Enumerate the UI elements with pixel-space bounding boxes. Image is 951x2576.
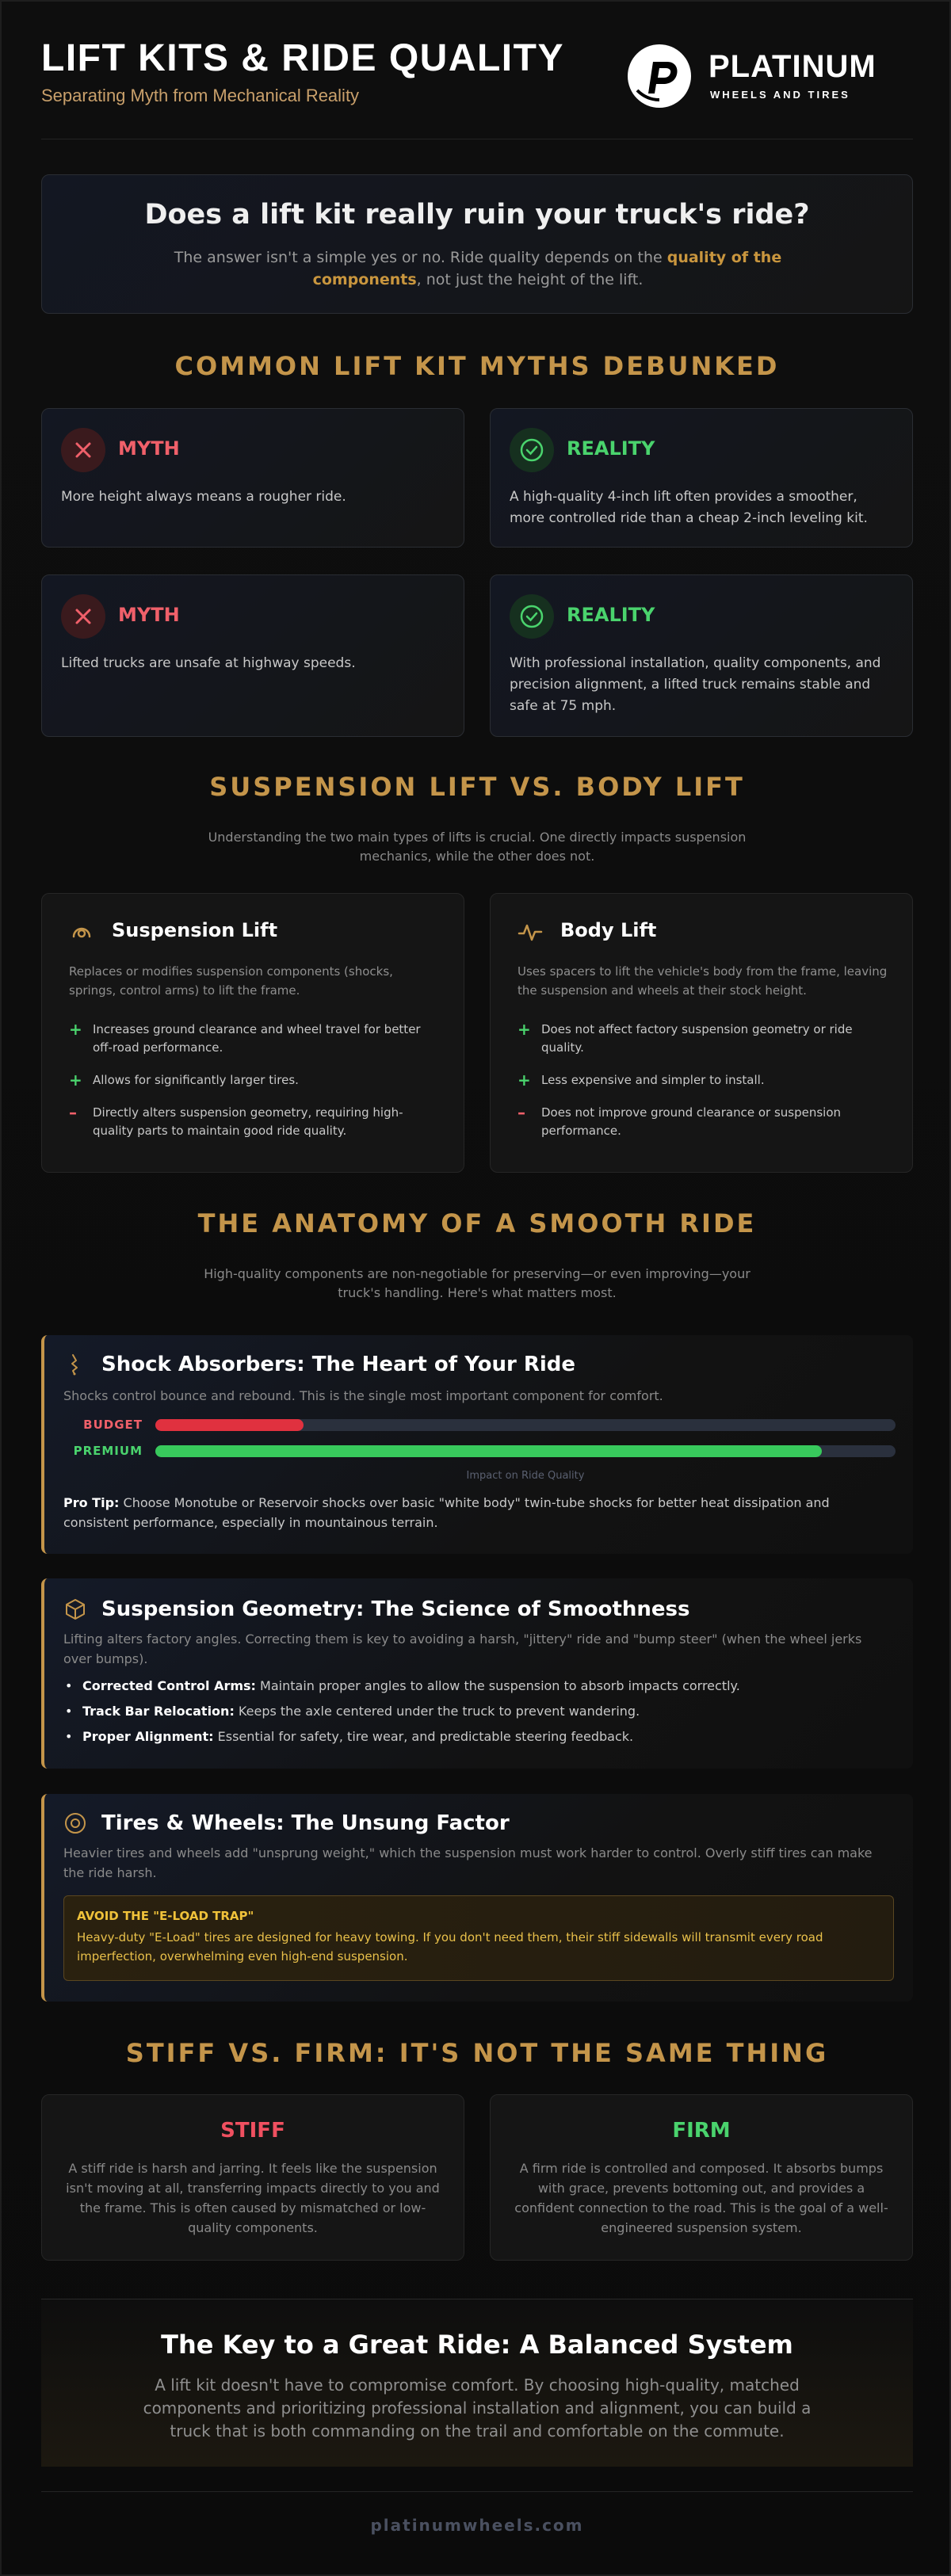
shock-absorbers-card	[41, 1335, 913, 1554]
suspension-geometry-card	[41, 1578, 913, 1769]
point-text: Allows for significantly larger tires.	[93, 1073, 299, 1087]
suspension-lift-points	[69, 1021, 440, 1154]
minus-icon: –	[69, 1103, 77, 1122]
budget-bar-label: BUDGET	[83, 1418, 143, 1432]
intro-text-start: The answer isn't a simple yes or no. Ride quality depends on the	[174, 249, 667, 266]
firm-title: FIRM	[672, 2119, 731, 2143]
list-item	[63, 1727, 894, 1746]
geometry-list	[63, 1677, 894, 1753]
reality-text: With professional installation, quality components, and precision alignment, a lifted truck remains stable and safe at 75 mph.	[510, 655, 881, 714]
warning-text: Heavy-duty "E-Load" tires are designed for heavy towing. If you don't need them, their stiff sidewalls will transmit every road imperfection, overwhelming even high-end suspension.	[77, 1930, 823, 1963]
myth-card-1	[41, 408, 464, 548]
myth-card-2	[41, 574, 464, 737]
body-lift-card	[490, 893, 913, 1173]
lifts-intro: Understanding the two main types of lifts is crucial. One directly impacts suspension mechanics, while the other does not.	[208, 830, 747, 864]
conclusion-title: The Key to a Great Ride: A Balanced System	[161, 2330, 793, 2360]
list-item-text: Maintain proper angles to allow the suspension to absorb impacts correctly.	[255, 1678, 740, 1693]
pro-tip-text: Choose Monotube or Reservoir shocks over basic "white body" twin-tube shocks for better heat dissipation and consistent performance, especially in mountainous terrain.	[63, 1495, 830, 1530]
con-point	[518, 1104, 888, 1140]
intro-text	[153, 246, 803, 291]
point-text: Does not improve ground clearance or suspension performance.	[541, 1105, 842, 1138]
page-subtitle: Separating Myth from Mechanical Reality	[41, 86, 360, 105]
plus-icon: +	[518, 1070, 531, 1090]
premium-bar-label: PREMIUM	[73, 1444, 143, 1458]
plus-icon: +	[69, 1020, 82, 1039]
page-title: LIFT KITS & RIDE QUALITY	[41, 37, 564, 79]
myths-heading: COMMON LIFT KIT MYTHS DEBUNKED	[174, 351, 780, 381]
myth-label: MYTH	[118, 437, 180, 460]
shocks-desc: Shocks control bounce and rebound. This is the single most important component for comfort.	[63, 1388, 663, 1403]
list-item-text: Keeps the axle centered under the truck to prevent wandering.	[234, 1704, 640, 1719]
reality-label: REALITY	[567, 437, 655, 460]
budget-bar-track	[155, 1419, 896, 1431]
footer	[41, 2491, 913, 2535]
anatomy-intro: High-quality components are non-negotiable for preserving—or even improving—your truck's handling. Here's what matters most.	[204, 1266, 750, 1300]
intro-title: Does a lift kit really ruin your truck's ride?	[144, 199, 810, 231]
plus-icon: +	[69, 1070, 82, 1090]
point-text: Does not affect factory suspension geometry or ride quality.	[541, 1022, 853, 1055]
list-item-label: Track Bar Relocation:	[82, 1704, 235, 1719]
stiff-card	[41, 2094, 464, 2261]
check-circle-icon	[510, 428, 554, 472]
minus-icon: –	[518, 1103, 525, 1122]
point-text: Increases ground clearance and wheel travel for better off-road performance.	[93, 1022, 421, 1055]
list-item-label: Proper Alignment:	[82, 1729, 214, 1744]
pro-tip	[63, 1493, 894, 1532]
list-item	[63, 1702, 894, 1721]
firm-card	[490, 2094, 913, 2261]
chart-caption: Impact on Ride Quality	[466, 1470, 585, 1482]
conclusion-text: A lift kit doesn't have to compromise comfort. By choosing high-quality, matched components and prioritizing professional installation and alignment, you can build a truck that is both commanding on the trail and comfortable on the commute.	[143, 2376, 812, 2441]
reality-card-1	[490, 408, 913, 548]
list-item-text: Essential for safety, tire wear, and predictable steering feedback.	[213, 1729, 634, 1744]
reality-card-2	[490, 574, 913, 737]
body-lift-title: Body Lift	[560, 919, 657, 941]
logo-wordmark: PLATINUM	[708, 49, 877, 84]
stiff-firm-heading: STIFF VS. FIRM: IT'S NOT THE SAME THING	[125, 2038, 829, 2068]
suspension-lift-card	[41, 893, 464, 1173]
suspension-icon	[69, 919, 94, 945]
conclusion	[41, 2299, 913, 2467]
geometry-desc: Lifting alters factory angles. Correcting them is key to avoiding a harsh, "jittery" ride and "bump steer" (when the wheel jerks over bumps).	[63, 1631, 862, 1666]
tires-wheels-card	[41, 1794, 913, 2002]
footer-url[interactable]: platinumwheels.com	[370, 2516, 584, 2535]
tires-title: Tires & Wheels: The Unsung Factor	[101, 1811, 510, 1835]
pulse-icon	[518, 919, 543, 945]
intro-text-highlight: quality of the components	[312, 249, 782, 288]
suspension-lift-title: Suspension Lift	[112, 919, 278, 941]
con-point	[69, 1104, 440, 1140]
pro-point	[518, 1021, 888, 1057]
body-lift-desc: Uses spacers to lift the vehicle's body from the frame, leaving the suspension and wheels at their stock height.	[518, 964, 888, 998]
premium-bar-fill	[155, 1445, 822, 1457]
pro-point	[69, 1071, 440, 1090]
pro-tip-label: Pro Tip:	[63, 1495, 120, 1510]
e-load-warning	[63, 1895, 894, 1981]
body-lift-points	[518, 1021, 888, 1154]
x-icon	[61, 594, 105, 639]
logo-tagline: WHEELS AND TIRES	[710, 89, 850, 101]
budget-bar-fill	[155, 1419, 304, 1431]
premium-bar-track	[155, 1445, 896, 1457]
cube-icon	[63, 1597, 87, 1621]
pro-point	[69, 1021, 440, 1057]
shocks-title: Shock Absorbers: The Heart of Your Ride	[101, 1353, 575, 1376]
intro-card	[41, 174, 913, 314]
brand-logo[interactable]	[628, 44, 913, 108]
list-item	[63, 1677, 894, 1696]
tires-desc: Heavier tires and wheels add "unsprung weight," which the suspension must work harder to control. Overly stiff tires can make the ride harsh.	[63, 1845, 873, 1880]
x-icon	[61, 428, 105, 472]
point-text: Less expensive and simpler to install.	[541, 1073, 765, 1087]
header	[41, 36, 913, 139]
stiff-text: A stiff ride is harsh and jarring. It feels like the suspension isn't moving at all, transferring impacts directly to you and the frame. This is often caused by mismatched or low-quality components.	[66, 2161, 440, 2235]
geometry-title: Suspension Geometry: The Science of Smoothness	[101, 1597, 690, 1621]
pro-point	[518, 1071, 888, 1090]
point-text: Directly alters suspension geometry, requiring high-quality parts to maintain good ride quality.	[93, 1105, 403, 1138]
tire-icon	[63, 1811, 87, 1835]
lifts-heading: SUSPENSION LIFT VS. BODY LIFT	[209, 772, 745, 802]
shock-absorber-icon	[63, 1353, 87, 1376]
list-item-label: Corrected Control Arms:	[82, 1678, 256, 1693]
stiff-title: STIFF	[220, 2119, 285, 2143]
intro-text-end: , not just the height of the lift.	[416, 271, 644, 288]
anatomy-heading: THE ANATOMY OF A SMOOTH RIDE	[197, 1208, 757, 1238]
reality-label: REALITY	[567, 604, 655, 626]
reality-text: A high-quality 4-inch lift often provides a smoother, more controlled ride than a cheap 2-inch leveling kit.	[510, 489, 868, 526]
myth-label: MYTH	[118, 604, 180, 626]
firm-text: A firm ride is controlled and composed. It absorbs bumps with grace, prevents bottoming out, and provides a confident connection to the road. This is the goal of a well-engineered suspension system.	[514, 2161, 888, 2235]
logo-emblem-icon	[628, 44, 691, 108]
check-circle-icon	[510, 594, 554, 639]
plus-icon: +	[518, 1020, 531, 1039]
warning-title: AVOID THE "E-LOAD TRAP"	[77, 1909, 254, 1923]
myth-text: More height always means a rougher ride.	[61, 489, 346, 505]
myth-text: Lifted trucks are unsafe at highway speeds.	[61, 655, 356, 671]
suspension-lift-desc: Replaces or modifies suspension components (shocks, springs, control arms) to lift the frame.	[69, 964, 393, 998]
